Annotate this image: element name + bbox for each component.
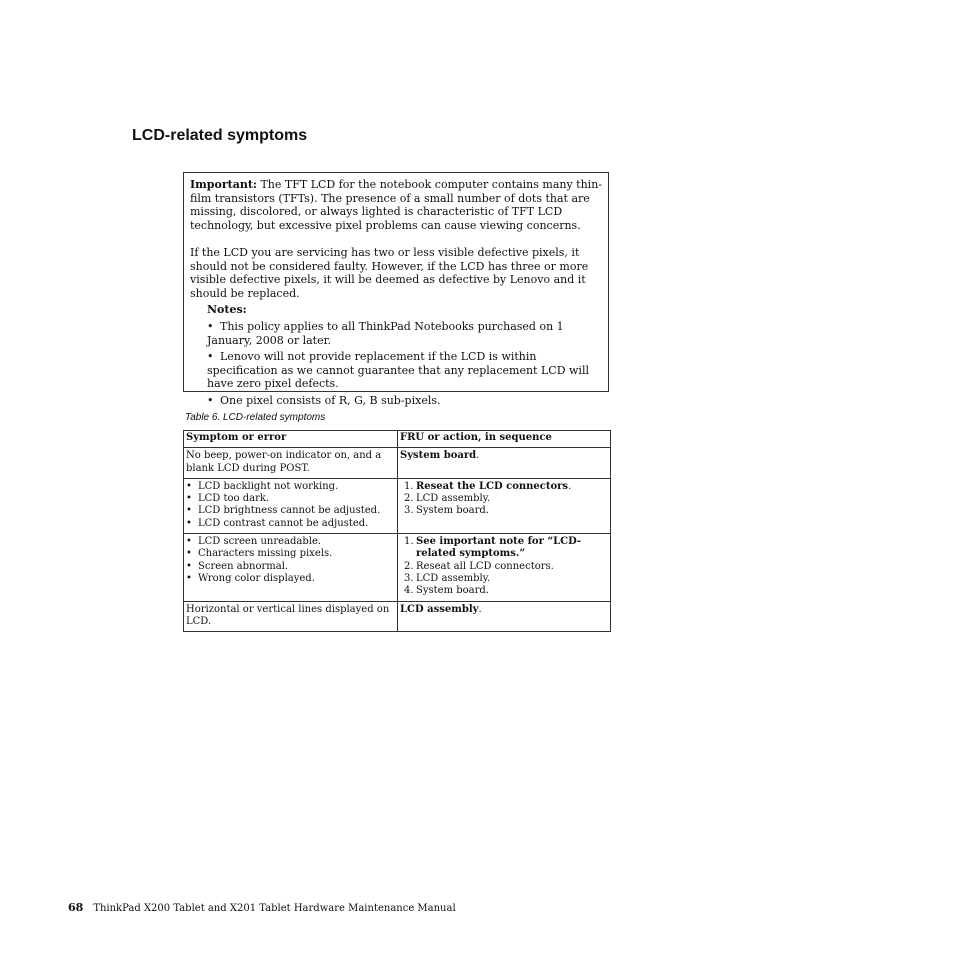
- note-text: Lenovo will not provide replacement if the LCD is within specification as we cannot guarantee that any replacement LCD will have zero pixel defects.: [207, 350, 589, 391]
- list-item: [404, 561, 608, 573]
- page-heading: LCD-related symptoms: [132, 127, 308, 144]
- list-item: [186, 548, 395, 560]
- bullet-icon: •: [186, 572, 192, 584]
- important-paragraph: [190, 178, 602, 232]
- action-list: [400, 481, 608, 518]
- symptom-text: LCD backlight not working.: [198, 480, 339, 492]
- manual-title: ThinkPad X200 Tablet and X201 Tablet Hardware Maintenance Manual: [93, 903, 456, 914]
- action-text: System board.: [416, 585, 489, 597]
- symptom-text: LCD screen unreadable.: [198, 536, 322, 548]
- action-bold-text: See important note for “LCD-related symptoms.”: [416, 536, 582, 560]
- list-item: [186, 573, 395, 585]
- symptom-text: Wrong color displayed.: [198, 572, 315, 584]
- bullet-icon: •: [186, 548, 192, 560]
- table-header-row: [184, 431, 611, 448]
- symptom-text: LCD too dark.: [198, 493, 270, 505]
- symptom-cell: No beep, power-on indicator on, and a blank LCD during POST.: [184, 448, 398, 479]
- important-label: Important:: [190, 178, 257, 191]
- list-item: [186, 505, 395, 517]
- column-header-symptom: Symptom or error: [184, 431, 398, 448]
- action-suffix: .: [476, 450, 480, 462]
- action-cell: [398, 478, 611, 533]
- symptom-cell: [184, 478, 398, 533]
- table-row: [184, 478, 611, 533]
- step-number: 2.: [404, 560, 414, 572]
- step-number: 1.: [404, 480, 414, 492]
- action-text: LCD assembly.: [416, 572, 491, 584]
- important-text: The TFT LCD for the notebook computer contains many thin-film transistors (TFTs). The presence of a small number of dots that are missing, discolored, or always lighted is characteristic of TFT LCD technology, but excessive pixel problems can cause viewing concerns.: [190, 178, 603, 232]
- bullet-icon: •: [207, 350, 214, 364]
- note-item: [207, 320, 602, 347]
- step-number: 3.: [404, 572, 414, 584]
- action-text: System board.: [416, 505, 489, 517]
- bullet-icon: •: [186, 536, 192, 548]
- important-note-box: [183, 172, 609, 407]
- symptom-list: [186, 536, 395, 585]
- notes-label: Notes:: [207, 303, 247, 317]
- symptom-list: [186, 481, 395, 530]
- table-caption: Table 6. LCD-related symptoms: [185, 412, 326, 423]
- table-row: [184, 534, 611, 601]
- list-item: [186, 561, 395, 573]
- symptom-text: Characters missing pixels.: [198, 548, 333, 560]
- list-item: [404, 573, 608, 585]
- note-item: [207, 394, 602, 408]
- page-footer: [68, 902, 456, 915]
- lcd-symptoms-table: [183, 430, 611, 632]
- bullet-icon: •: [207, 393, 214, 407]
- list-item: [186, 536, 395, 548]
- action-cell: [398, 534, 611, 601]
- symptom-cell: [184, 534, 398, 601]
- bullet-icon: •: [207, 319, 214, 333]
- bullet-icon: •: [186, 560, 192, 572]
- action-cell: [398, 601, 611, 632]
- step-number: 4.: [404, 585, 414, 597]
- symptom-text: LCD contrast cannot be adjusted.: [198, 517, 369, 529]
- action-cell: [398, 448, 611, 479]
- step-number: 2.: [404, 493, 414, 505]
- list-item: [186, 481, 395, 493]
- defective-pixels-paragraph: If the LCD you are servicing has two or less visible defective pixels, it should not be considered faulty. However, if the LCD has three or more visible defective pixels, it will be deemed as defective by Lenovo and it should be replaced.: [190, 245, 589, 300]
- action-list: [400, 536, 608, 597]
- bullet-icon: •: [186, 480, 192, 492]
- bullet-icon: •: [186, 493, 192, 505]
- action-text: .: [568, 480, 572, 492]
- symptom-text: LCD brightness cannot be adjusted.: [198, 505, 381, 517]
- notes-block: [207, 303, 602, 407]
- page-number: 68: [68, 901, 84, 914]
- list-item: [186, 518, 395, 530]
- step-number: 3.: [404, 505, 414, 517]
- symptom-text: Screen abnormal.: [198, 560, 289, 572]
- bullet-icon: •: [186, 517, 192, 529]
- note-item: [207, 350, 602, 391]
- table-row: [184, 448, 611, 479]
- note-text: This policy applies to all ThinkPad Notebooks purchased on 1 January, 2008 or later.: [207, 319, 564, 347]
- symptom-cell: Horizontal or vertical lines displayed on LCD.: [184, 601, 398, 632]
- list-item: [186, 493, 395, 505]
- list-item: [404, 493, 608, 505]
- step-number: 1.: [404, 536, 414, 548]
- list-item: [404, 481, 608, 493]
- action-bold-text: System board: [400, 450, 477, 462]
- column-header-action: FRU or action, in sequence: [398, 431, 611, 448]
- table-row: [184, 601, 611, 632]
- action-bold-text: LCD assembly: [400, 603, 479, 615]
- action-bold-text: Reseat the LCD connectors: [416, 480, 569, 492]
- action-text: Reseat all LCD connectors.: [416, 560, 554, 572]
- list-item: [404, 505, 608, 517]
- note-text: One pixel consists of R, G, B sub-pixels.: [220, 393, 441, 407]
- bullet-icon: •: [186, 505, 192, 517]
- list-item: [404, 585, 608, 597]
- action-text: LCD assembly.: [416, 493, 491, 505]
- list-item: [404, 536, 608, 561]
- action-suffix: .: [478, 603, 482, 615]
